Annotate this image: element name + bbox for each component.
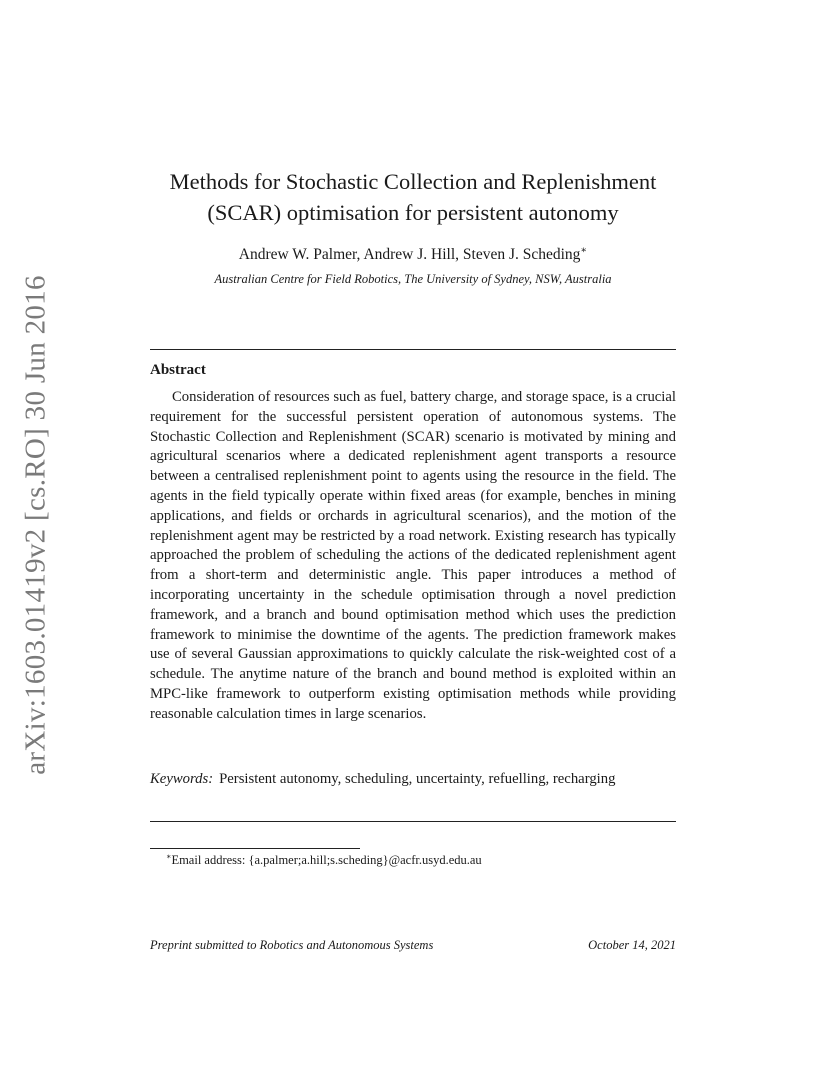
footer-date: October 14, 2021	[588, 938, 676, 952]
keywords-label: Keywords:	[150, 771, 214, 787]
keywords-list: Persistent autonomy, scheduling, uncertainty, refuelling, recharging	[219, 771, 616, 787]
author-footnote-mark: ∗	[580, 245, 588, 256]
title-line-2: (SCAR) optimisation for persistent autonomy	[207, 200, 619, 225]
abstract-bottom-rule	[150, 821, 676, 822]
title-line-1: Methods for Stochastic Collection and Replenishment	[169, 169, 657, 194]
abstract-top-rule	[150, 349, 676, 350]
footnote-rule	[150, 848, 360, 849]
author-names: Andrew W. Palmer, Andrew J. Hill, Steven J. Scheding	[238, 246, 581, 264]
footer-submission: Preprint submitted to Robotics and Autonomous Systems	[150, 938, 434, 952]
abstract-body: Consideration of resources such as fuel, battery charge, and storage space, is a crucial requirement for the successful persistent operation of autonomous systems. The Stochastic Collection and Replenishment (SCAR) scenario is motivated by mining and agricultural scenarios where a dedicated replenishment agent transports a resource between a centralised replenishment point to agents using the resource in the field. The agents in the field typically operate within fixed areas (for example, benches in mining applications, and fields or orchards in agricultural scenarios), and the motion of the replenishment agent may be restricted by a road network. Existing research has typically approached the problem of scheduling the actions of the dedicated replenishment agent from a short-term and deterministic angle. This paper introduces a method of incorporating uncertainty in the schedule optimisation through a novel prediction framework, and a branch and bound optimisation method which uses the prediction framework to minimise the downtime of the agents. The prediction framework makes use of several Gaussian approximations to quickly calculate the risk-weighted cost of a schedule. The anytime nature of the branch and bound method is exploited within an MPC-like framework to outperform existing optimisation methods while providing reasonable calculation times in large scenarios.	[150, 389, 676, 722]
affiliation: Australian Centre for Field Robotics, The University of Sydney, NSW, Australia	[214, 272, 612, 286]
footnote-text: Email address: {a.palmer;a.hill;s.scheding}@acfr.usyd.edu.au	[171, 853, 482, 868]
paper-title	[150, 166, 676, 228]
arxiv-identifier: arXiv:1603.01419v2 [cs.RO] 30 Jun 2016	[19, 275, 52, 775]
author-list	[150, 245, 676, 264]
abstract-heading: Abstract	[150, 362, 206, 378]
keywords	[150, 770, 640, 790]
footnote-mark: ∗	[166, 852, 172, 861]
footnote	[166, 852, 482, 868]
